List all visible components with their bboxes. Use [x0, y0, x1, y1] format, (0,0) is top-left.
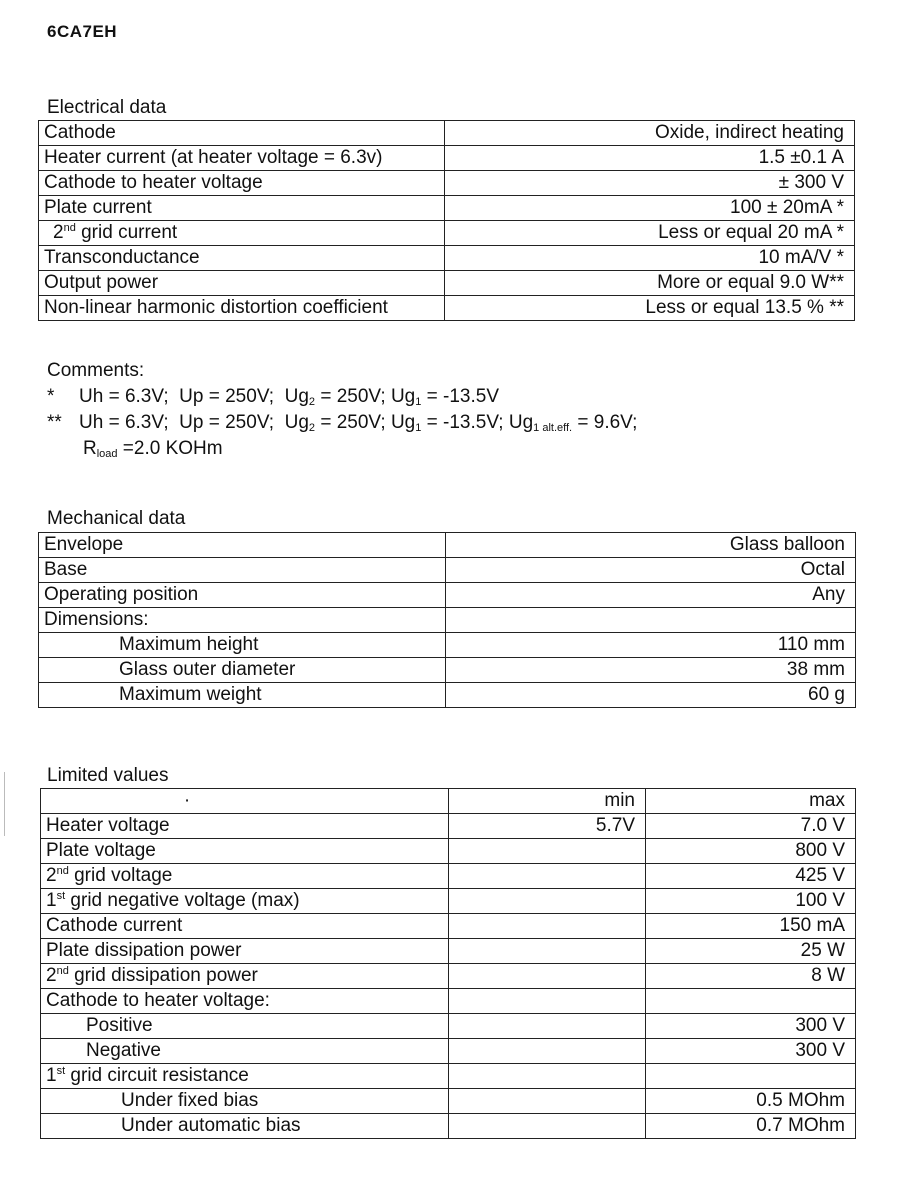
comments-heading: Comments:	[47, 360, 145, 381]
table-row	[41, 989, 856, 1014]
electrical-table	[38, 120, 855, 321]
row-value: ± 300 V	[445, 171, 855, 196]
row-label: 1st grid negative voltage (max)	[41, 889, 449, 914]
row-max: 300 V	[646, 1039, 856, 1064]
row-max: 7.0 V	[646, 814, 856, 839]
row-label: Heater voltage	[41, 814, 449, 839]
row-max	[646, 989, 856, 1014]
max-header: max	[646, 789, 856, 814]
row-value: 10 mA/V *	[445, 246, 855, 271]
table-row	[39, 246, 855, 271]
row-max: 300 V	[646, 1014, 856, 1039]
row-label: Envelope	[39, 533, 446, 558]
table-row	[41, 1089, 856, 1114]
electrical-heading: Electrical data	[47, 97, 167, 118]
table-row	[39, 658, 856, 683]
row-min	[449, 964, 646, 989]
table-row	[39, 583, 856, 608]
row-label: Non-linear harmonic distortion coefficient	[39, 296, 445, 321]
comment-line-2: ** Uh = 6.3V; Up = 250V; $Ug_2 = 250V$; $Ug_1 = -13.5V$; $Ug_{1 alt.eff.} = 9.6V$;	[47, 412, 638, 434]
mechanical-heading: Mechanical data	[47, 508, 186, 529]
row-min: 5.7V	[449, 814, 646, 839]
row-min	[449, 1039, 646, 1064]
table-row	[41, 814, 856, 839]
row-label: Glass outer diameter	[39, 658, 446, 683]
row-max	[646, 1064, 856, 1089]
comments-block	[47, 358, 637, 462]
row-value: More or equal 9.0 W**	[445, 271, 855, 296]
row-label: Cathode to heater voltage:	[41, 989, 449, 1014]
row-min	[449, 1114, 646, 1139]
min-header: min	[449, 789, 646, 814]
row-max: 0.7 MOhm	[646, 1114, 856, 1139]
row-label: Operating position	[39, 583, 446, 608]
row-label: 2nd grid current	[39, 221, 445, 246]
row-value: 100 ± 20mA *	[445, 196, 855, 221]
row-max: 150 mA	[646, 914, 856, 939]
row-label: Cathode to heater voltage	[39, 171, 445, 196]
row-value: Octal	[446, 558, 856, 583]
comment-line-1: * Uh = 6.3V; Up = 250V; $Ug_2 = 250V$; $Ug_1 = -13.5V$	[47, 386, 499, 408]
scan-edge-mark	[0, 772, 5, 836]
row-label: Transconductance	[39, 246, 445, 271]
blank-header: ·	[41, 789, 449, 814]
row-label: Plate dissipation power	[41, 939, 449, 964]
row-max: 800 V	[646, 839, 856, 864]
table-row	[39, 171, 855, 196]
table-row	[39, 146, 855, 171]
row-min	[449, 939, 646, 964]
asterisk-mark: *	[47, 386, 55, 407]
row-label: Dimensions:	[39, 608, 446, 633]
row-label: 2nd grid voltage	[41, 864, 449, 889]
row-value: 38 mm	[446, 658, 856, 683]
double-asterisk-mark: **	[47, 412, 62, 433]
row-label: Heater current (at heater voltage = 6.3v)	[39, 146, 445, 171]
table-row	[41, 889, 856, 914]
table-row	[41, 1014, 856, 1039]
row-value: Any	[446, 583, 856, 608]
row-value: Oxide, indirect heating	[445, 121, 855, 146]
row-value: Less or equal 20 mA *	[445, 221, 855, 246]
row-value: 1.5 ±0.1 A	[445, 146, 855, 171]
mechanical-table	[38, 532, 856, 708]
limited-heading: Limited values	[47, 765, 169, 786]
table-row	[39, 533, 856, 558]
page-title: 6CA7EH	[47, 22, 118, 41]
table-row	[39, 558, 856, 583]
row-value: 110 mm	[446, 633, 856, 658]
comment-line-3: $R_{load} =2.0$ KOHm	[83, 438, 223, 460]
row-min	[449, 1089, 646, 1114]
row-max: 0.5 MOhm	[646, 1089, 856, 1114]
row-label: Output power	[39, 271, 445, 296]
row-label: Maximum weight	[39, 683, 446, 708]
table-row	[39, 271, 855, 296]
row-label: Base	[39, 558, 446, 583]
limited-table	[40, 788, 856, 1139]
row-label: Negative	[41, 1039, 449, 1064]
table-row	[41, 964, 856, 989]
table-row	[41, 839, 856, 864]
table-row	[41, 1064, 856, 1089]
row-value	[446, 608, 856, 633]
row-label: Maximum height	[39, 633, 446, 658]
row-min	[449, 839, 646, 864]
table-row	[39, 633, 856, 658]
row-value: Glass balloon	[446, 533, 856, 558]
row-value: Less or equal 13.5 % **	[445, 296, 855, 321]
table-row	[41, 864, 856, 889]
table-row	[41, 1114, 856, 1139]
table-row	[39, 683, 856, 708]
row-min	[449, 889, 646, 914]
table-row	[39, 296, 855, 321]
row-min	[449, 864, 646, 889]
row-value: 60 g	[446, 683, 856, 708]
row-min	[449, 1014, 646, 1039]
row-label: Cathode current	[41, 914, 449, 939]
row-label: Under fixed bias	[41, 1089, 449, 1114]
table-row	[39, 121, 855, 146]
table-row	[39, 221, 855, 246]
row-max: 25 W	[646, 939, 856, 964]
row-min	[449, 1064, 646, 1089]
row-label: Plate current	[39, 196, 445, 221]
table-row	[41, 939, 856, 964]
row-label: Under automatic bias	[41, 1114, 449, 1139]
row-max: 425 V	[646, 864, 856, 889]
row-min	[449, 914, 646, 939]
table-row	[39, 608, 856, 633]
table-row	[41, 1039, 856, 1064]
table-header-row	[41, 789, 856, 814]
row-label: Positive	[41, 1014, 449, 1039]
row-max: 100 V	[646, 889, 856, 914]
row-label: 1st grid circuit resistance	[41, 1064, 449, 1089]
row-label: Plate voltage	[41, 839, 449, 864]
row-label: 2nd grid dissipation power	[41, 964, 449, 989]
row-label: Cathode	[39, 121, 445, 146]
table-row	[39, 196, 855, 221]
row-min	[449, 989, 646, 1014]
row-max: 8 W	[646, 964, 856, 989]
table-row	[41, 914, 856, 939]
